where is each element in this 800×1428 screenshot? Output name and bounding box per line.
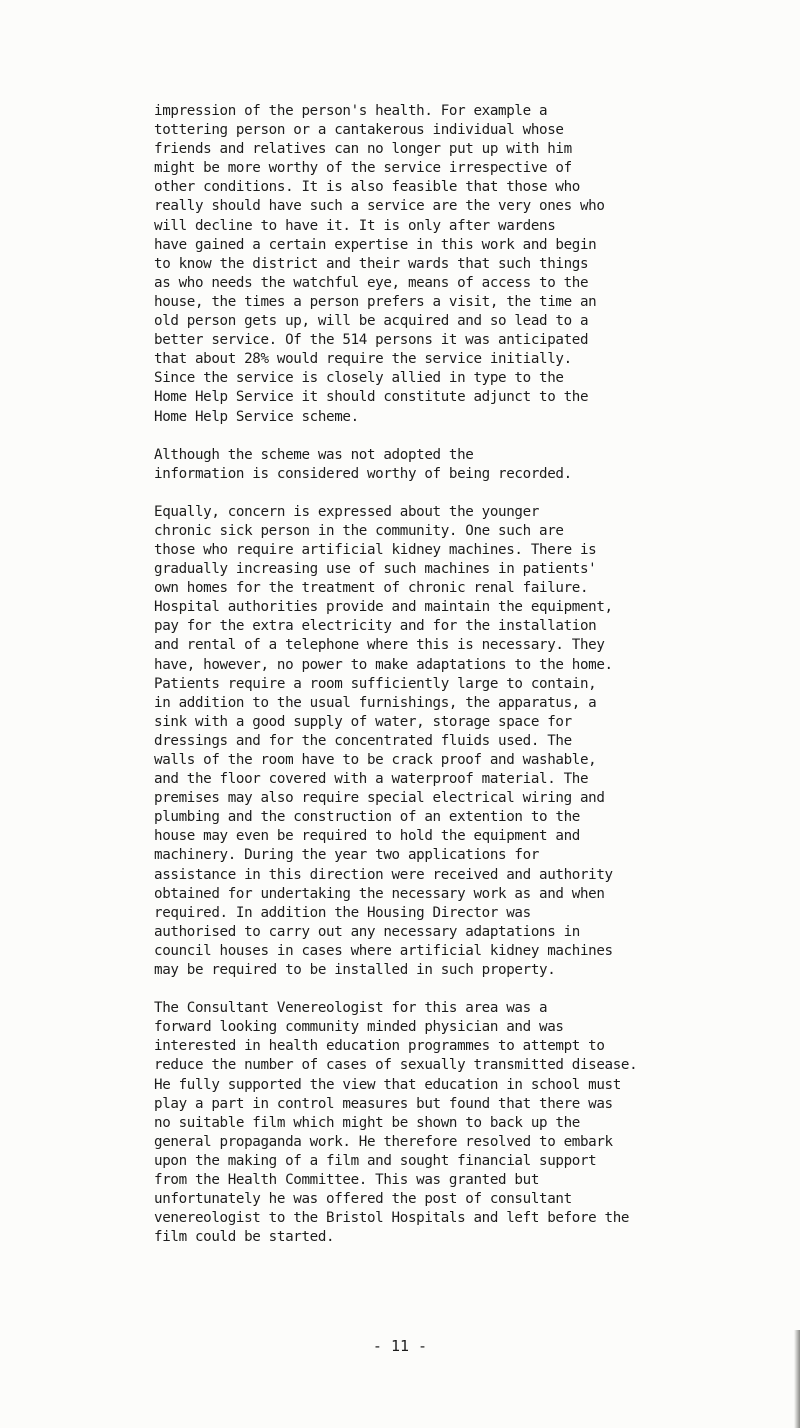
text-line: council houses in cases where artificial kidney machines [154,942,613,959]
text-line: Since the service is closely allied in type to the [154,370,564,387]
paragraph-4 [154,999,754,1247]
text-line: have, however, no power to make adaptations to the home. [154,656,613,673]
text-line: impression of the person's health. For example a [154,103,548,119]
text-line: from the Health Committee. This was granted but [154,1171,540,1188]
text-line: have gained a certain expertise in this work and begin [154,236,597,253]
text-line: chronic sick person in the community. One such are [154,522,564,539]
text-line: interested in health education programmes to attempt to [154,1038,605,1055]
text-line: The Consultant Venereologist for this area was a [154,1000,548,1017]
text-line: really should have such a service are the very ones who [154,198,605,215]
text-line: Home Help Service it should constitute adjunct to the [154,389,589,406]
text-line: unfortunately he was offered the post of consultant [154,1191,572,1208]
text-line: premises may also require special electrical wiring and [154,790,605,807]
text-line: and rental of a telephone where this is necessary. They [154,637,605,654]
text-line: tottering person or a cantakerous individual whose [154,122,564,139]
paragraph-3 [154,503,754,980]
text-line: required. In addition the Housing Director was [154,904,531,921]
text-line: that about 28% would require the service initially. [154,351,572,368]
text-line: Although the scheme was not adopted the [154,446,474,463]
text-line: sink with a good supply of water, storage space for [154,713,572,730]
text-line: house, the times a person prefers a visit, the time an [154,293,597,310]
text-line: Hospital authorities provide and maintain the equipment, [154,599,613,616]
text-line: house may even be required to hold the equipment and [154,828,580,845]
text-line: machinery. During the year two applications for [154,847,540,864]
text-line: plumbing and the construction of an extention to the [154,809,580,826]
text-line: authorised to carry out any necessary adaptations in [154,923,580,940]
paragraph-1 [154,102,754,427]
text-line: as who needs the watchful eye, means of access to the [154,274,589,291]
text-line: film could be started. [154,1229,335,1246]
text-line: Patients require a room sufficiently large to contain, [154,675,597,692]
text-line: pay for the extra electricity and for the installation [154,618,597,635]
text-line: information is considered worthy of being recorded. [154,465,572,482]
text-line: obtained for undertaking the necessary work as and when [154,885,605,902]
scan-edge-shadow [794,1330,800,1428]
page-number: - 11 - [372,1337,428,1355]
text-line: old person gets up, will be acquired and so lead to a [154,313,589,330]
text-line: gradually increasing use of such machines in patients' [154,561,597,578]
text-line: might be more worthy of the service irrespective of [154,160,572,177]
text-line: forward looking community minded physician and was [154,1019,564,1036]
text-line: assistance in this direction were received and authority [154,866,613,883]
text-line: venereologist to the Bristol Hospitals and left before the [154,1210,630,1227]
text-line: those who require artificial kidney machines. There is [154,541,597,558]
text-line: other conditions. It is also feasible that those who [154,179,580,196]
document-body [154,102,754,1266]
paragraph-2 [154,446,754,484]
text-line: Equally, concern is expressed about the younger [154,503,540,520]
text-line: and the floor covered with a waterproof material. The [154,771,589,788]
text-line: Home Help Service scheme. [154,408,359,425]
text-line: friends and relatives can no longer put up with him [154,141,572,158]
text-line: to know the district and their wards that such things [154,255,589,272]
text-line: general propaganda work. He therefore resolved to embark [154,1133,613,1150]
text-line: dressings and for the concentrated fluids used. The [154,732,572,749]
text-line: He fully supported the view that education in school must [154,1076,621,1093]
text-line: reduce the number of cases of sexually transmitted disease. [154,1057,638,1074]
text-line: will decline to have it. It is only after wardens [154,217,556,234]
text-line: in addition to the usual furnishings, the apparatus, a [154,694,597,711]
text-line: play a part in control measures but found that there was [154,1095,613,1112]
text-line: upon the making of a film and sought financial support [154,1152,597,1169]
text-line: may be required to be installed in such property. [154,962,556,979]
text-line: own homes for the treatment of chronic renal failure. [154,580,589,597]
text-line: no suitable film which might be shown to back up the [154,1114,580,1131]
text-line: better service. Of the 514 persons it was anticipated [154,332,589,349]
text-line: walls of the room have to be crack proof and washable, [154,752,597,768]
